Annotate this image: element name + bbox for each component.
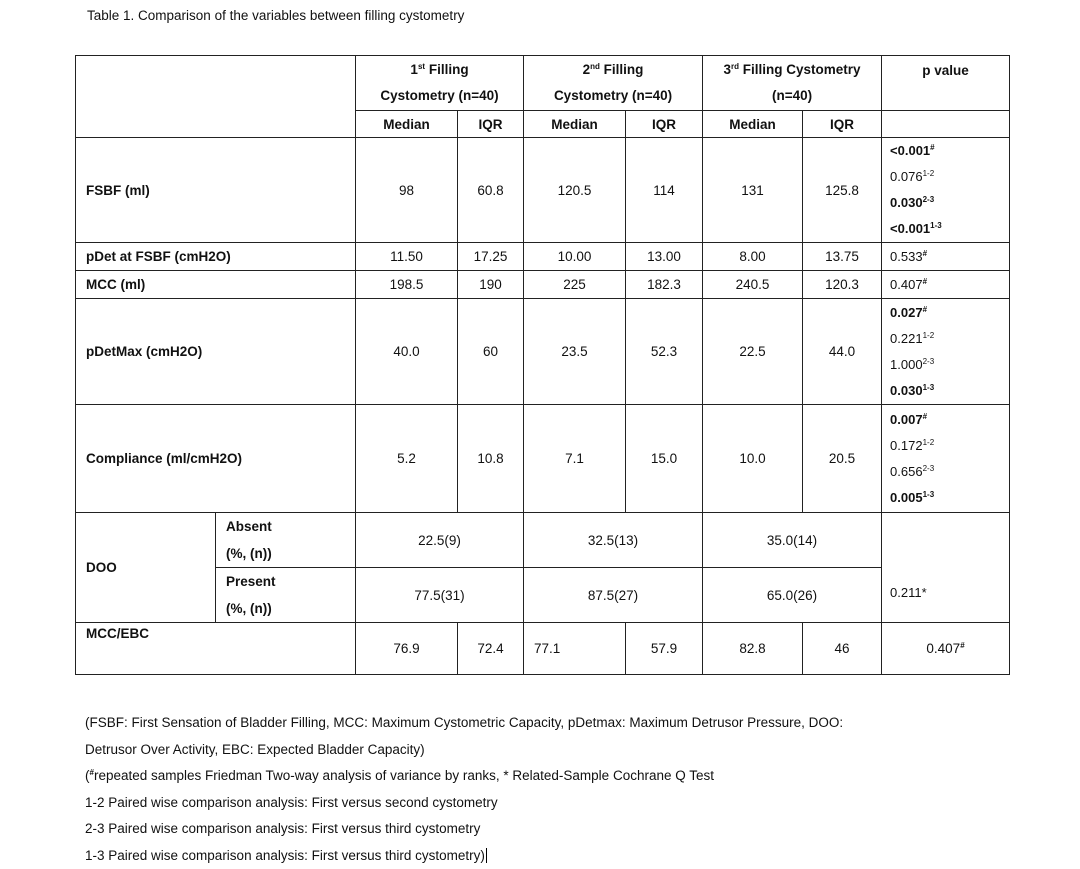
table-cell: 10.8 [458, 405, 524, 513]
header-median-3: Median [703, 111, 803, 138]
header-row-groups [76, 56, 1010, 111]
p-value: 0.007 [890, 412, 923, 427]
row-label: MCC/EBC [76, 623, 356, 675]
p-value-cell: 0.027# 0.221$^{1-2}$ 1.000$^{2-3}$ 0.030$^{1-3}$ [882, 299, 1010, 405]
note-abbreviations-1: (FSBF: First Sensation of Bladder Filling, MCC: Maximum Cystometric Capacity, pDetmax: Maximum Detrusor Pressure, DOO: [85, 710, 843, 737]
row-label: MCC (ml) [76, 271, 356, 299]
note-abbreviations-2: Detrusor Over Activity, EBC: Expected Bladder Capacity) [85, 737, 843, 764]
row-label: DOO [76, 513, 216, 623]
table-cell: 15.0 [626, 405, 703, 513]
row-sublabel-absent: Absent (%, (n)) [216, 513, 356, 568]
table-cell: 17.25 [458, 243, 524, 271]
table-cell: 10.00 [524, 243, 626, 271]
table-cell: 20.5 [803, 405, 882, 513]
p-value: <0.001 [890, 143, 930, 158]
header-second-filling: 2nd Filling Cystometry (n=40) [524, 56, 703, 111]
p-value-cell: 0.533# [882, 243, 1010, 271]
table-cell: 11.50 [356, 243, 458, 271]
p-value-cell: 0.407# [882, 271, 1010, 299]
p-value-cell: 0.007# 0.172$^{1-2}$ 0.656$^{2-3}$ 0.005$^{1-3}$ [882, 405, 1010, 513]
table-cell: 131 [703, 138, 803, 243]
header-iqr-3: IQR [803, 111, 882, 138]
p-value: 1.000 [890, 357, 923, 372]
p-value: 0.030 [890, 383, 923, 398]
p-value: <0.001 [890, 221, 930, 236]
header-iqr-1: IQR [458, 111, 524, 138]
table-cell: 76.9 [356, 623, 458, 675]
table-row-fsbf [76, 138, 1010, 243]
p-value: 0.027 [890, 305, 923, 320]
table-cell: 87.5(27) [524, 568, 703, 623]
table-cell: 77.1 [524, 623, 626, 675]
table-row-mccebc [76, 623, 1010, 675]
table-cell: 198.5 [356, 271, 458, 299]
table-cell: 60.8 [458, 138, 524, 243]
table-cell: 182.3 [626, 271, 703, 299]
table-cell: 72.4 [458, 623, 524, 675]
table-cell: 114 [626, 138, 703, 243]
table-cell: 22.5 [703, 299, 803, 405]
header-iqr-2: IQR [626, 111, 703, 138]
table-cell: 40.0 [356, 299, 458, 405]
header-median-1: Median [356, 111, 458, 138]
table-cell: 32.5(13) [524, 513, 703, 568]
p-value-cell: <0.001# 0.076$^{1-2}$ $0.030^{2-3}$ $<0.001^{1-3}$ [882, 138, 1010, 243]
header-blank-cell [76, 56, 356, 138]
note-comparison-1-2: 1-2 Paired wise comparison analysis: First versus second cystometry [85, 790, 843, 817]
table-cell: 60 [458, 299, 524, 405]
table-cell: 44.0 [803, 299, 882, 405]
p-value: 0.221 [890, 331, 923, 346]
p-value-cell: 0.211* [882, 513, 1010, 623]
table-cell: 7.1 [524, 405, 626, 513]
table-cell: 35.0(14) [703, 513, 882, 568]
header-third-filling: 3rd Filling Cystometry (n=40) [703, 56, 882, 111]
p-value: 0.172 [890, 438, 923, 453]
table-notes [85, 710, 843, 869]
table-row-doo-present [76, 568, 1010, 623]
row-label: FSBF (ml) [76, 138, 356, 243]
table-cell: 46 [803, 623, 882, 675]
table-cell: 65.0(26) [703, 568, 882, 623]
p-value: 0.656 [890, 464, 923, 479]
table-cell: 57.9 [626, 623, 703, 675]
p-value: 0.005 [890, 490, 923, 505]
table-row-pdetmax [76, 299, 1010, 405]
table-cell: 23.5 [524, 299, 626, 405]
table-caption: Table 1. Comparison of the variables between filling cystometry [87, 8, 464, 23]
table-cell: 225 [524, 271, 626, 299]
row-label: Compliance (ml/cmH2O) [76, 405, 356, 513]
table-cell: 190 [458, 271, 524, 299]
table-row-pdet [76, 243, 1010, 271]
note-comparison-2-3: 2-3 Paired wise comparison analysis: First versus third cystometry [85, 816, 843, 843]
text-cursor [486, 848, 487, 863]
table-row-doo-absent [76, 513, 1010, 568]
header-p-blank [882, 111, 1010, 138]
header-median-2: Median [524, 111, 626, 138]
table-cell: 13.75 [803, 243, 882, 271]
note-comparison-1-3: 1-3 Paired wise comparison analysis: First versus third cystometry) [85, 843, 843, 869]
table-cell: 10.0 [703, 405, 803, 513]
p-value: 0.076 [890, 169, 923, 184]
table-cell: 82.8 [703, 623, 803, 675]
table-row-compliance [76, 405, 1010, 513]
table-cell: 5.2 [356, 405, 458, 513]
table-cell: 125.8 [803, 138, 882, 243]
table-row-mcc [76, 271, 1010, 299]
table-cell: 240.5 [703, 271, 803, 299]
table-cell: 120.3 [803, 271, 882, 299]
row-label: pDetMax (cmH2O) [76, 299, 356, 405]
note-tests: (#repeated samples Friedman Two-way analysis of variance by ranks, * Related-Sample Cochrane Q Test [85, 763, 843, 790]
comparison-table [75, 55, 1010, 675]
table-cell: 13.00 [626, 243, 703, 271]
p-value-cell: 0.407# [882, 623, 1010, 675]
table-cell: 77.5(31) [356, 568, 524, 623]
table-cell: 8.00 [703, 243, 803, 271]
table-cell: 22.5(9) [356, 513, 524, 568]
header-first-filling: 1st Filling Cystometry (n=40) [356, 56, 524, 111]
table-cell: 98 [356, 138, 458, 243]
table-cell: 120.5 [524, 138, 626, 243]
table-cell: 52.3 [626, 299, 703, 405]
p-value: 0.030 [890, 195, 923, 210]
row-label: pDet at FSBF (cmH2O) [76, 243, 356, 271]
row-sublabel-present: Present (%, (n)) [216, 568, 356, 623]
header-p-value: p value [882, 56, 1010, 111]
